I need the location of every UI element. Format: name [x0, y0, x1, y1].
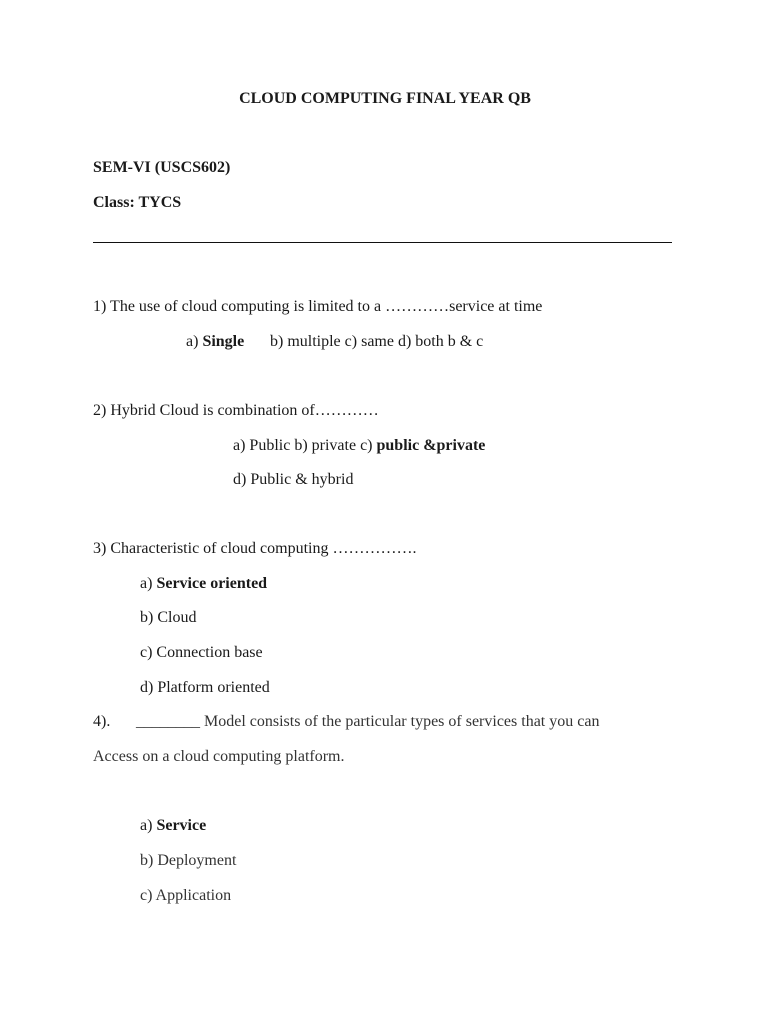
question-3-option-a	[140, 574, 267, 594]
question-2-options-line-1	[233, 436, 485, 456]
document-title: CLOUD COMPUTING FINAL YEAR QB	[239, 90, 531, 107]
question-4-option-a	[140, 816, 206, 836]
semester-heading: SEM-VI (USCS602)	[93, 159, 231, 176]
question-4-text: ________ Model consists of the particular types of services that you can	[136, 713, 600, 730]
option-prefix: a) Public b) private c)	[233, 437, 377, 454]
option-prefix: a)	[140, 575, 157, 592]
option-prefix: a)	[186, 333, 203, 350]
answer-option: Service	[156, 817, 207, 834]
question-3-option-d: d) Platform oriented	[140, 679, 270, 696]
answer-option: Single	[202, 333, 245, 350]
question-3-option-c: c) Connection base	[140, 644, 263, 661]
question-2-text: 2) Hybrid Cloud is combination of…………	[93, 402, 379, 419]
class-heading: Class: TYCS	[93, 194, 182, 211]
option-prefix: a)	[140, 817, 157, 834]
question-3-option-b: b) Cloud	[140, 609, 197, 626]
separator-rule	[93, 242, 672, 243]
question-1-options	[186, 332, 244, 352]
question-4-text-continued: Access on a cloud computing platform.	[93, 748, 345, 765]
answer-option: Service oriented	[156, 575, 268, 592]
question-1-text: 1) The use of cloud computing is limited to a …………service at time	[93, 298, 543, 315]
answer-option: public &private	[376, 437, 486, 454]
question-4-option-b: b) Deployment	[140, 852, 237, 869]
question-4-number: 4).	[93, 713, 111, 730]
question-4-option-c: c) Application	[140, 887, 232, 904]
question-2-options-line-2: d) Public & hybrid	[233, 471, 354, 488]
question-1-other-options: b) multiple c) same d) both b & c	[270, 333, 484, 350]
question-3-text: 3) Characteristic of cloud computing …………….	[93, 540, 417, 557]
